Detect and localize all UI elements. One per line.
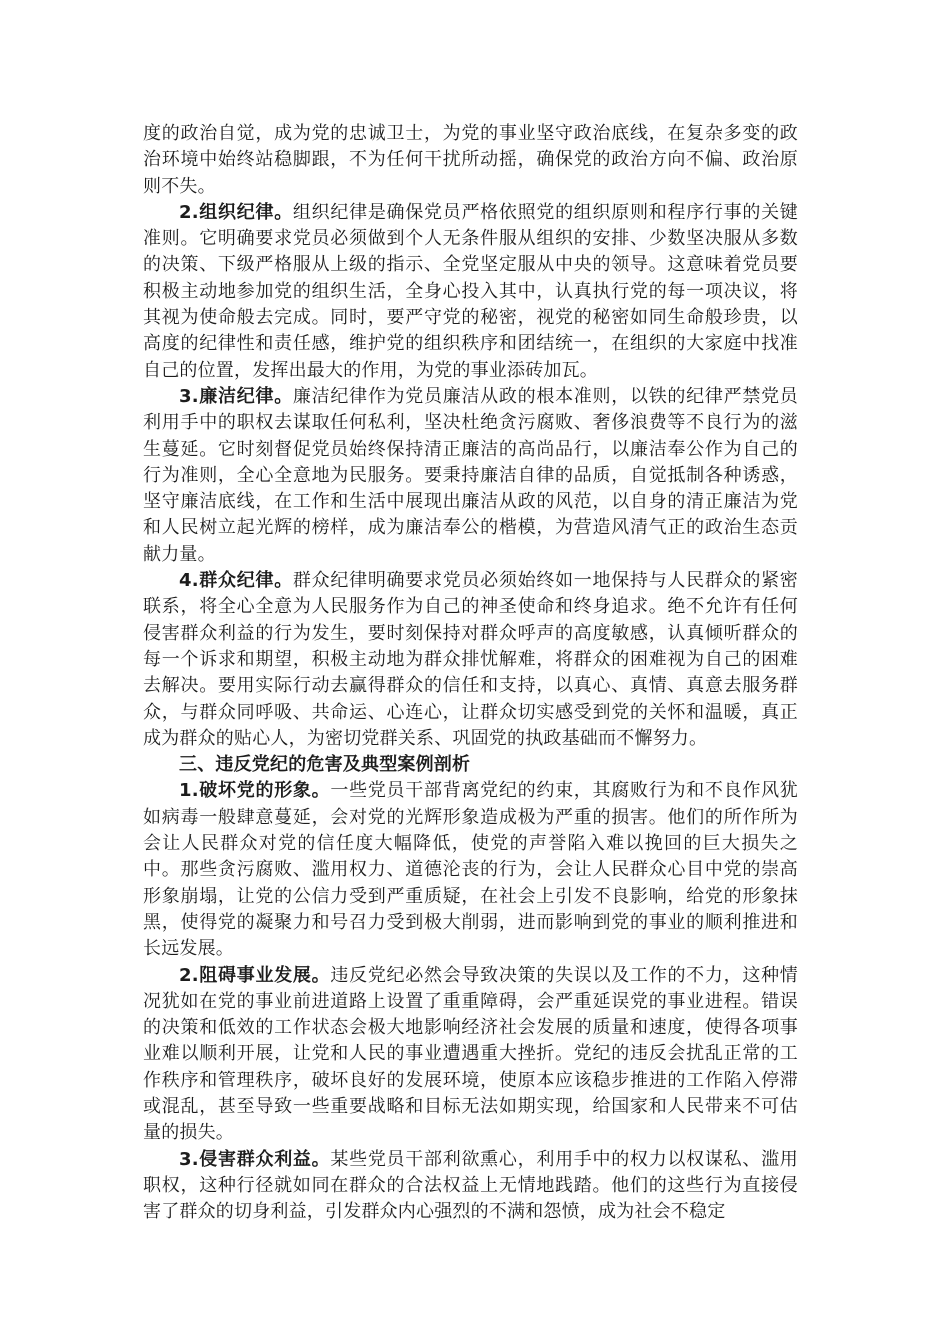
harm-paragraph-development [143,963,798,1147]
paragraph-lead: 3.侵害群众利益。 [179,1148,331,1170]
discipline-paragraph-masses [143,568,798,752]
document-page [143,121,798,1225]
harm-paragraph-image [143,778,798,962]
section-heading: 三、违反党纪的危害及典型案例剖析 [179,754,471,776]
paragraph-body: 违反党纪必然会导致决策的失误以及工作的不力，这种情况犹如在党的事业前进道路上设置了重重障碍，会严重延误党的事业进程。错误的决策和低效的工作状态会极大地影响经济社会发展的质量和速度，使得各项事业难以顺利开展，让党和人民的事业遭遇重大挫折。党纪的违反会扰乱正常的工作秩序和管理秩序，破坏良好的发展环境，使原本应该稳步推进的工作陷入停滞或混乱，甚至导致一些重要战略和目标无法如期实现，给国家和人民带来不可估量的损失。 [143,964,798,1144]
paragraph-body: 群众纪律明确要求党员必须始终如一地保持与人民群众的紧密联系，将全心全意为人民服务作为自己的神圣使命和终身追求。绝不允许有任何侵害群众利益的行为发生，要时刻保持对群众呼声的高度敏感，认真倾听群众的每一个诉求和期望，积极主动地为群众排忧解难，将群众的困难视为自己的困难去解决。要用实际行动去赢得群众的信任和支持，以真心、真情、真意去服务群众，与群众同呼吸、共命运、心连心，让群众切实感受到党的关怀和温暖，真正成为群众的贴心人，为密切党群关系、巩固党的执政基础而不懈努力。 [143,570,798,749]
discipline-paragraph-integrity [143,384,798,568]
paragraph-body: 某些党员干部利欲熏心，利用手中的权力以权谋私、滥用职权，这种行径就如同在群众的合法权益上无情地践踏。他们的这些行为直接侵害了群众的切身利益，引发群众内心强烈的不满和怨愤，成为社会不稳定 [143,1148,798,1223]
paragraph-lead: 3.廉洁纪律。 [179,385,293,407]
paragraph-lead: 4.群众纪律。 [179,570,293,592]
paragraph-body: 组织纪律是确保党员严格依照党的组织原则和程序行事的关键准则。它明确要求党员必须做到个人无条件服从组织的安排、少数坚决服从多数的决策、下级严格服从上级的指示、全党坚定服从中央的领导。这意味着党员要积极主动地参加党的组织生活，全身心投入其中，认真执行党的每一项决议，将其视为使命般去完成。同时，要严守党的秘密，视党的秘密如同生命般珍贵，以高度的纪律性和责任感，维护党的组织秩序和团结统一，在组织的大家庭中找准自己的位置，发挥出最大的作用，为党的事业添砖加瓦。 [143,201,798,381]
paragraph-lead: 1.破坏党的形象。 [179,780,331,802]
paragraph-body: 一些党员干部背离党纪的约束，其腐败行为和不良作风犹如病毒一般肆意蔓延，会对党的光辉形象造成极为严重的损害。他们的所作所为会让人民群众对党的信任度大幅降低，使党的声誉陷入难以挽回的巨大损失之中。那些贪污腐败、滥用权力、道德沦丧的行为，会让人民群众心目中党的崇高形象崩塌，让党的公信力受到严重质疑，在社会上引发不良影响，给党的形象抹黑，使得党的凝聚力和号召力受到极大削弱，进而影响到党的事业的顺利推进和长远发展。 [143,780,798,960]
paragraph-lead: 2.阻碍事业发展。 [179,964,331,986]
paragraph-lead: 2.组织纪律。 [179,201,293,223]
discipline-paragraph-organization [143,200,798,384]
harm-paragraph-interests [143,1147,798,1226]
paragraph-body: 廉洁纪律作为党员廉洁从政的根本准则，以铁的纪律严禁党员利用手中的职权去谋取任何私利，坚决杜绝贪污腐败、奢侈浪费等不良行为的滋生蔓延。它时刻督促党员始终保持清正廉洁的高尚品行，以廉洁奉公作为自己的行为准则，全心全意地为民服务。要秉持廉洁自律的品质，自觉抵制各种诱惑，坚守廉洁底线，在工作和生活中展现出廉洁从政的风范，以自身的清正廉洁为党和人民树立起光辉的榜样，成为廉洁奉公的楷模，为营造风清气正的政治生态贡献力量。 [143,385,798,565]
intro-paragraph: 度的政治自觉，成为党的忠诚卫士，为党的事业坚守政治底线，在复杂多变的政治环境中始终站稳脚跟，不为任何干扰所动摇，确保党的政治方向不偏、政治原则不失。 [143,123,798,197]
